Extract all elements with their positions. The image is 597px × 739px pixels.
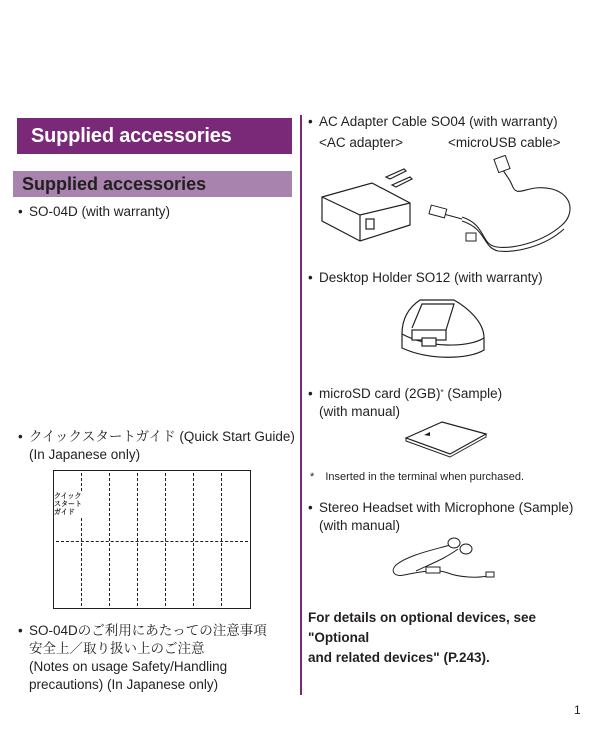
item-text: Stereo Headset with Microphone (Sample) xyxy=(319,500,574,515)
ac-adapter-label: <AC adapter> xyxy=(319,135,404,150)
desktop-holder-image xyxy=(398,290,488,365)
item-text-line2: 安全上／取り扱い上のご注意 xyxy=(29,641,205,656)
footnote-marker: * xyxy=(440,388,444,397)
microusb-cable-label: <microUSB cable> xyxy=(448,135,561,150)
bullet: • xyxy=(308,386,313,401)
footnote-mark: * xyxy=(310,471,315,483)
list-item-notes xyxy=(18,622,267,694)
section-heading-bar xyxy=(13,171,292,197)
item-text: Desktop Holder SO12 (with warranty) xyxy=(319,270,543,285)
list-item-ac-adapter xyxy=(308,113,558,131)
guide-image-label: クイック スタート ガイド xyxy=(54,493,82,516)
quick-start-guide-image xyxy=(53,470,251,609)
stereo-headset-image xyxy=(388,535,498,590)
bullet: • xyxy=(18,429,23,444)
list-item-microsd xyxy=(308,385,503,421)
details-note xyxy=(308,608,597,668)
bullet: • xyxy=(308,114,313,129)
details-line1: For details on optional devices, see "Optional xyxy=(308,610,537,645)
list-item-so04d xyxy=(18,203,171,221)
footnote-text: Inserted in the terminal when purchased. xyxy=(325,471,525,483)
item-text-line3: (Notes on usage Safety/Handling xyxy=(29,659,228,674)
item-text: AC Adapter Cable SO04 (with warranty) xyxy=(319,114,558,129)
details-line2: and related devices" (P.243). xyxy=(308,650,490,665)
item-text-line2: (In Japanese only) xyxy=(29,447,141,462)
item-text: microSD card (2GB) xyxy=(319,386,441,401)
item-text: SO-04D (with warranty) xyxy=(29,204,171,219)
column-divider xyxy=(300,115,302,695)
item-text-line2: (with manual) xyxy=(319,404,401,419)
page-title: Supplied accessories xyxy=(31,124,232,147)
item-text-line2: (with manual) xyxy=(319,518,401,533)
page-title-bar xyxy=(17,118,292,154)
ac-adapter-cable-image xyxy=(312,155,582,265)
list-item-quick-start xyxy=(18,428,295,464)
bullet: • xyxy=(308,500,313,515)
bullet: • xyxy=(18,204,23,219)
list-item-headset xyxy=(308,499,574,535)
page-number: 1 xyxy=(574,703,581,717)
list-item-desktop-holder xyxy=(308,269,543,287)
item-text: SO-04Dのご利用にあたっての注意事項 xyxy=(29,623,267,638)
section-heading: Supplied accessories xyxy=(22,173,207,194)
footnote xyxy=(310,471,524,483)
microsd-card-image xyxy=(400,418,490,458)
bullet: • xyxy=(308,270,313,285)
item-text-cont: (Sample) xyxy=(443,386,503,401)
item-text: クイックスタートガイド (Quick Start Guide) xyxy=(29,429,295,444)
bullet: • xyxy=(18,623,23,638)
item-text-line4: precautions) (In Japanese only) xyxy=(29,677,219,692)
